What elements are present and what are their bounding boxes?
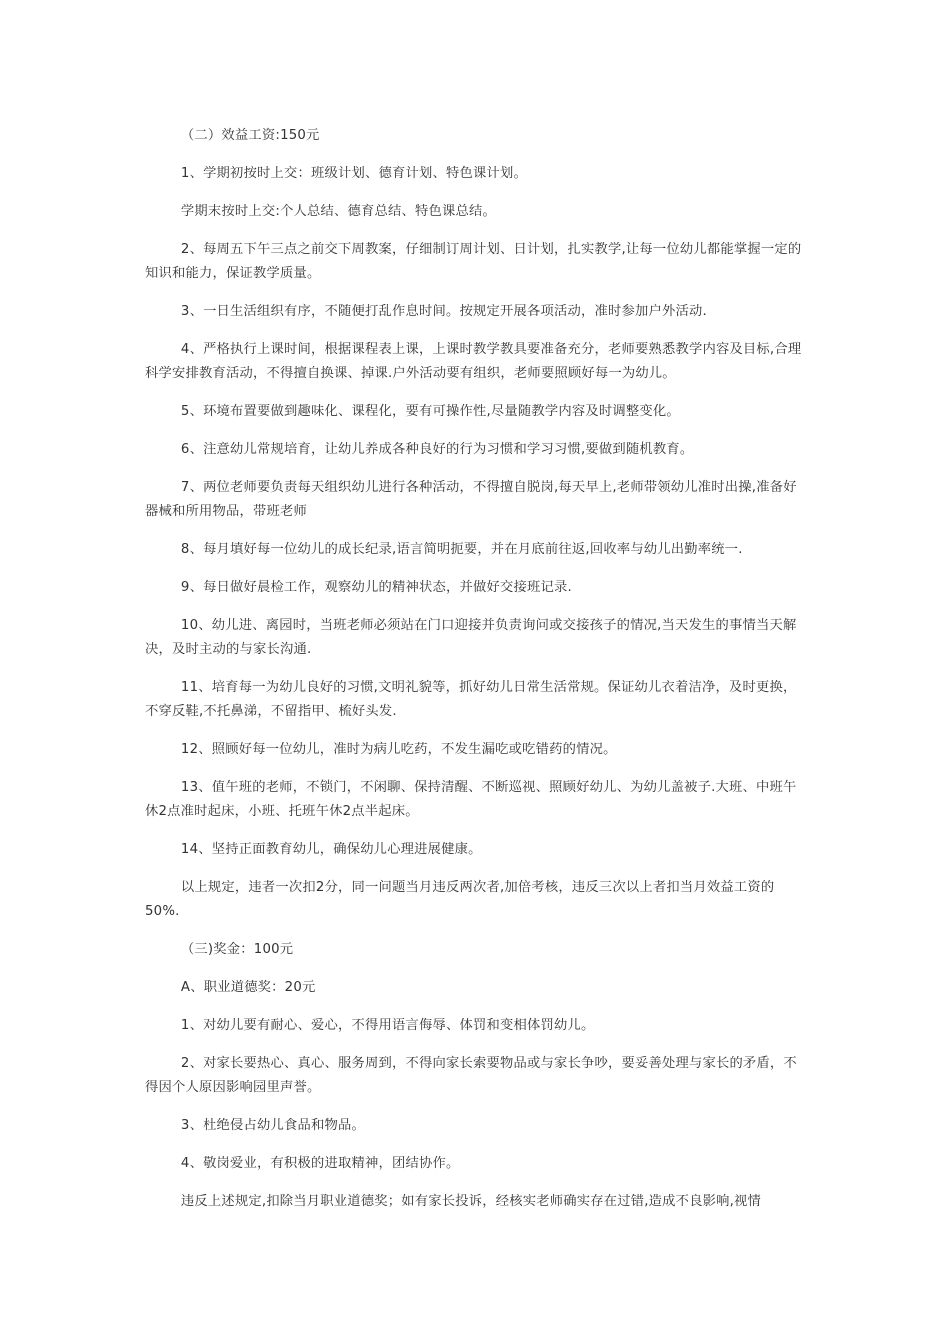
rule-item-3: 3、一日生活组织有序，不随便打乱作息时间。按规定开展各项活动，准时参加户外活动. bbox=[180, 304, 707, 319]
ethics-item-1: 1、对幼儿要有耐心、爱心，不得用语言侮辱、体罚和变相体罚幼儿。 bbox=[180, 1018, 595, 1033]
rule-item-12: 12、照顾好每一位幼儿，准时为病儿吃药，不发生漏吃或吃错药的情况。 bbox=[180, 742, 617, 757]
penalty-note: 以上规定，违者一次扣2分，同一问题当月违反两次者,加倍考核，违反三次以上者扣当月效益工资的50%. bbox=[145, 880, 775, 919]
ethics-violation-note: 违反上述规定,扣除当月职业道德奖；如有家长投诉，经核实老师确实存在过错,造成不良影响,视情 bbox=[180, 1194, 762, 1209]
rule-item-4: 4、严格执行上课时间，根据课程表上课，上课时教学教具要准备充分，老师要熟悉教学内容及目标,合理科学安排教育活动，不得擅自换课、掉课.户外活动要有组织，老师要照顾好每一为幼儿。 bbox=[145, 342, 802, 381]
ethics-item-4: 4、敬岗爱业，有积极的进取精神，团结协作。 bbox=[180, 1156, 460, 1171]
section-heading-bonus: （三)奖金：100元 bbox=[180, 942, 294, 957]
rule-item-6: 6、注意幼儿常规培育，让幼儿养成各种良好的行为习惯和学习习惯,要做到随机教育。 bbox=[180, 442, 694, 457]
rule-item-1-continued: 学期末按时上交:个人总结、德育总结、特色课总结。 bbox=[180, 204, 497, 219]
document-body bbox=[145, 124, 805, 1228]
subsection-heading-ethics-award: A、职业道德奖：20元 bbox=[180, 980, 316, 995]
rule-item-10: 10、幼儿进、离园时，当班老师必须站在门口迎接并负责询问或交接孩子的情况,当天发生的事情当天解决，及时主动的与家长沟通. bbox=[145, 618, 797, 657]
rule-item-1: 1、学期初按时上交：班级计划、德育计划、特色课计划。 bbox=[180, 166, 527, 181]
ethics-item-3: 3、杜绝侵占幼儿食品和物品。 bbox=[180, 1118, 366, 1133]
rule-item-13: 13、值午班的老师，不锁门，不闲聊、保持清醒、不断巡视、照顾好幼儿、为幼儿盖被子.大班、中班午休2点准时起床，小班、托班午休2点半起床。 bbox=[145, 780, 797, 819]
rule-item-9: 9、每日做好晨检工作，观察幼儿的精神状态，并做好交接班记录. bbox=[180, 580, 572, 595]
rule-item-11: 11、培育每一为幼儿良好的习惯,文明礼貌等，抓好幼儿日常生活常规。保证幼儿衣着洁净，及时更换，不穿反鞋,不托鼻涕，不留指甲、梳好头发. bbox=[145, 680, 797, 719]
rule-item-5: 5、环境布置要做到趣味化、课程化，要有可操作性,尽量随教学内容及时调整变化。 bbox=[180, 404, 680, 419]
section-heading-performance-pay: （二）效益工资:150元 bbox=[180, 128, 320, 143]
rule-item-8: 8、每月填好每一位幼儿的成长纪录,语言简明扼要，并在月底前往返,回收率与幼儿出勤率统一. bbox=[180, 542, 743, 557]
rule-item-14: 14、坚持正面教育幼儿，确保幼儿心理进展健康。 bbox=[180, 842, 482, 857]
ethics-item-2: 2、对家长要热心、真心、服务周到，不得向家长索要物品或与家长争吵，要妥善处理与家长的矛盾，不得因个人原因影响园里声誉。 bbox=[145, 1056, 797, 1095]
rule-item-2: 2、每周五下午三点之前交下周教案，仔细制订周计划、日计划，扎实教学,让每一位幼儿都能掌握一定的知识和能力，保证教学质量。 bbox=[145, 242, 802, 281]
rule-item-7: 7、两位老师要负责每天组织幼儿进行各种活动，不得擅自脱岗,每天早上,老师带领幼儿准时出操,准备好器械和所用物品，带班老师 bbox=[145, 480, 797, 519]
